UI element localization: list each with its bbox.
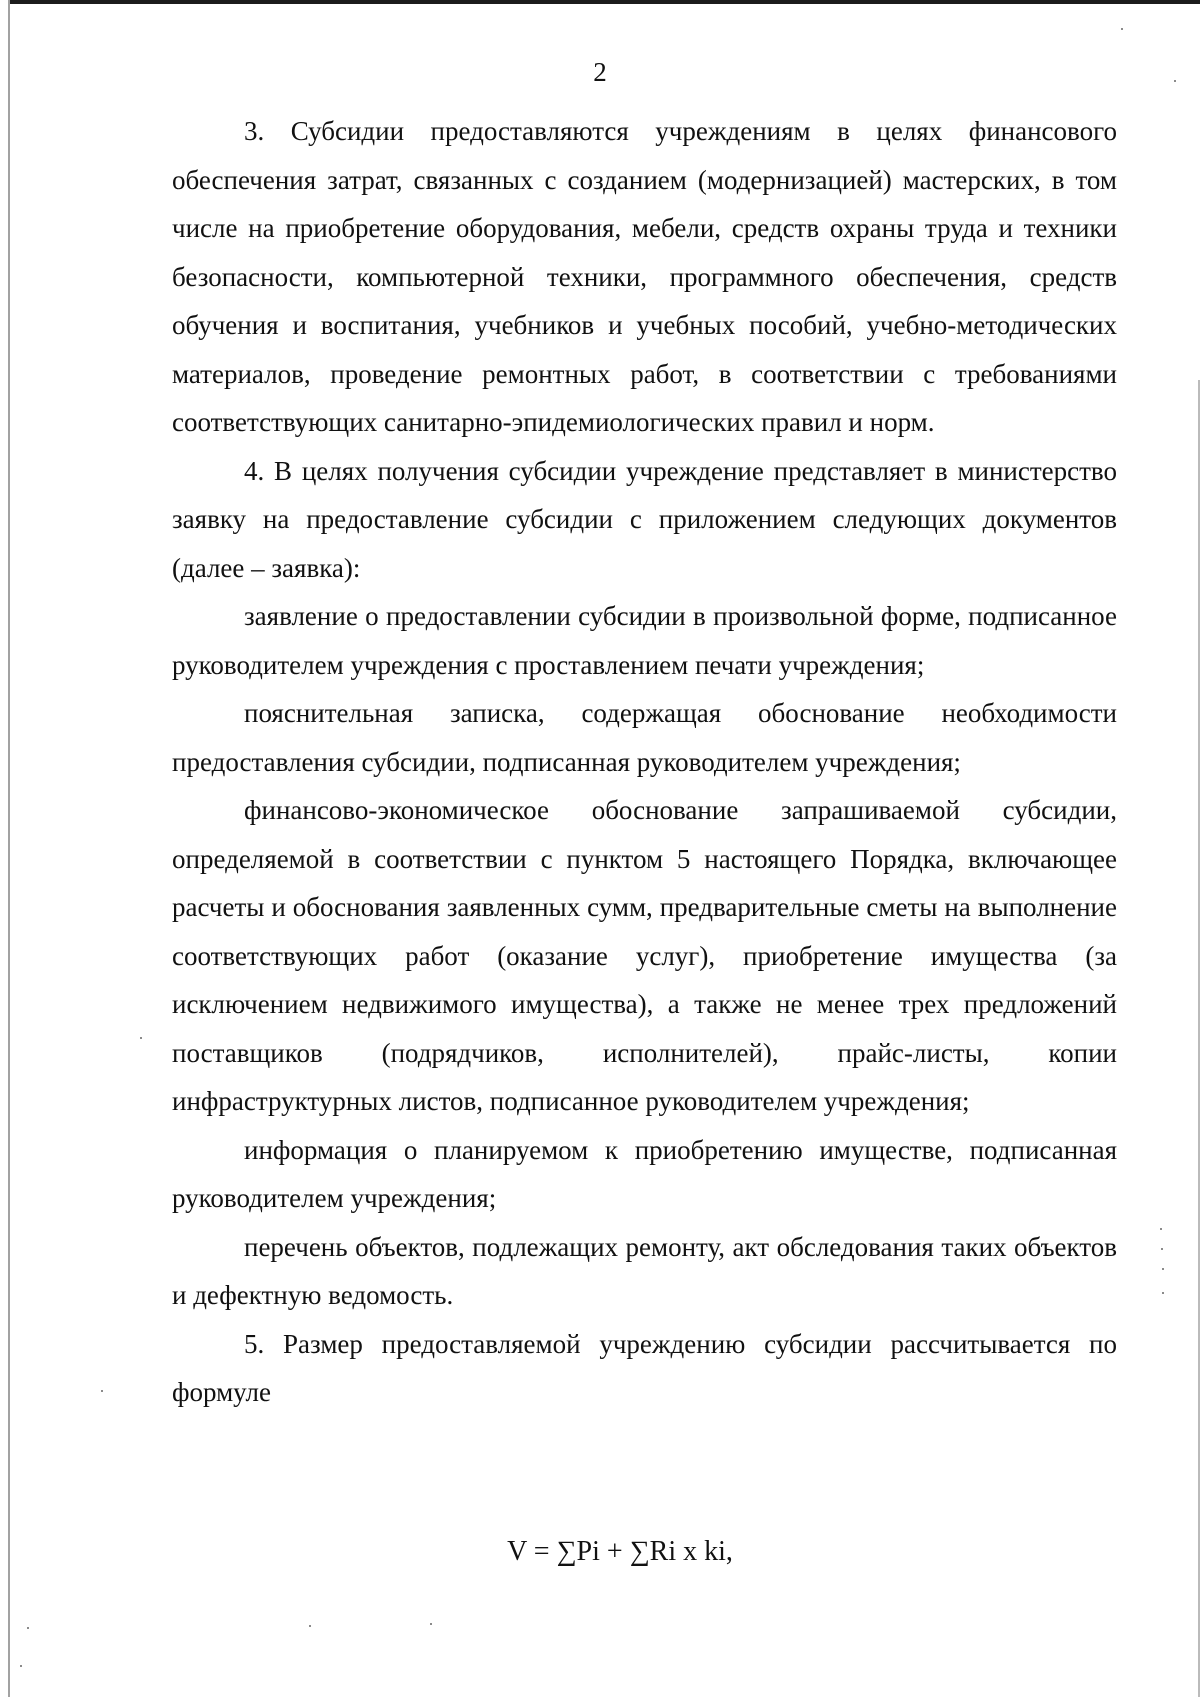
list-item-statement: заявление о предоставлении субсидии в произвольной форме, подписанное руководителем учреждения с проставлением печати учреждения;	[172, 601, 1117, 680]
list-item-financial-justification: финансово-экономическое обоснование запрашиваемой субсидии, определяемой в соответствии с пунктом 5 настоящего Порядка, включающее расчеты и обоснования заявленных сумм, предварительные сметы на выполнение соответствующих работ (оказание услуг), приобретение имущества (за исключением недвижимого имущества), а также не менее трех предложений поставщиков (подрядчиков, исполнителей), прайс-листы, копии инфраструктурных листов, подписанное руководителем учреждения;	[172, 795, 1117, 1116]
scan-speck	[1161, 1248, 1163, 1250]
scan-top-edge	[10, 0, 1200, 4]
list-item-repair-objects: перечень объектов, подлежащих ремонту, акт обследования таких объектов и дефектную ведомость.	[172, 1231, 1117, 1310]
scan-speck	[27, 1627, 29, 1629]
scan-speck	[1162, 1292, 1164, 1294]
scan-speck	[1174, 80, 1176, 82]
list-item-property-info: информация о планируемом к приобретению имуществе, подписанная руководителем учреждения;	[172, 1134, 1117, 1213]
page-number: 2	[593, 57, 607, 87]
scan-speck	[309, 1625, 311, 1627]
scan-speck	[101, 1390, 103, 1392]
list-item-explanatory-note: пояснительная записка, содержащая обоснование необходимости предоставления субсидии, подписанная руководителем учреждения;	[172, 698, 1117, 777]
paragraph-3-subsidy-purpose: 3. Субсидии предоставляются учреждениям в целях финансового обеспечения затрат, связанных с созданием (модернизацией) мастерских, в том числе на приобретение оборудования, мебели, средств охраны труда и техники безопасности, компьютерной техники, программного обеспечения, средств обучения и воспитания, учебников и учебных пособий, учебно-методических материалов, проведение ремонтных работ, в соответствии с требованиями соответствующих санитарно-эпидемиологических правил и норм.	[172, 116, 1117, 437]
paragraph-5-amount: 5. Размер предоставляемой учреждению субсидии рассчитывается по формуле	[172, 1328, 1117, 1407]
document-body	[172, 107, 1117, 1417]
scan-speck	[1121, 28, 1123, 30]
paragraph-4-application: 4. В целях получения субсидии учреждение представляет в министерство заявку на предоставление субсидии с приложением следующих документов (далее – заявка):	[172, 455, 1117, 583]
subsidy-formula: V = ∑Pi + ∑Ri x ki,	[507, 1536, 733, 1567]
scan-speck	[20, 1665, 22, 1667]
scan-left-edge	[8, 0, 10, 1697]
scan-speck	[1162, 1268, 1164, 1270]
scan-speck	[140, 1037, 142, 1039]
scan-speck	[430, 1623, 432, 1625]
scan-speck	[1160, 1228, 1162, 1230]
